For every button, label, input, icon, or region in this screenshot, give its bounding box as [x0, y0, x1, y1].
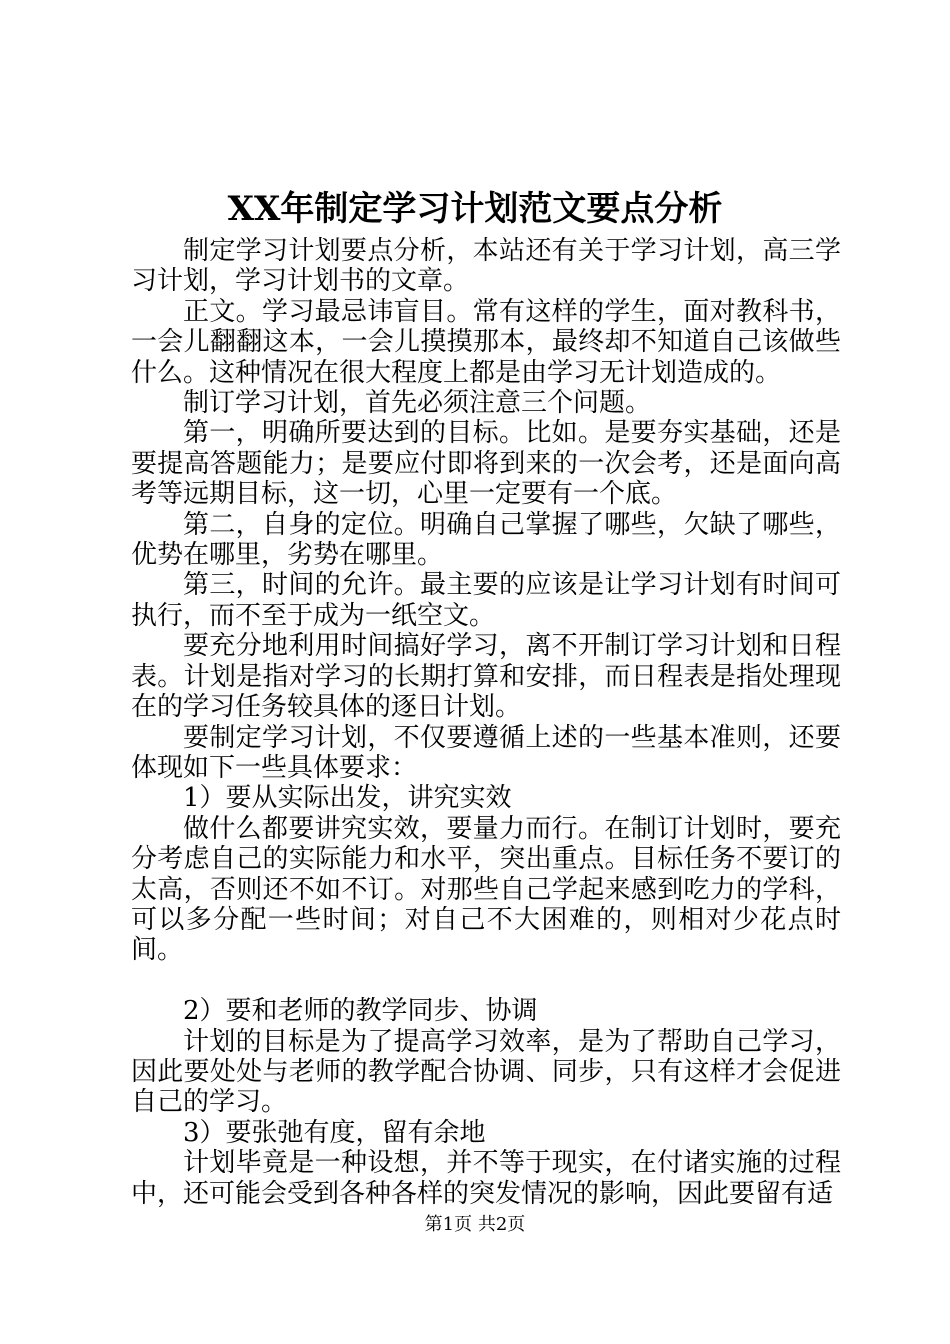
section-heading: 2）要和老师的教学同步、协调: [183, 996, 538, 1027]
paragraph: 第一，明确所要达到的目标。比如。是要夯实基础，还是要提高答题能力；是要应付即将到来的一次会考，还是面向高考等远期目标，这一切，心里一定要有一个底。: [131, 418, 841, 510]
section-heading: 1）要从实际出发，讲究实效: [183, 783, 512, 814]
page-footer: 第1页 共2页: [424, 1214, 526, 1235]
paragraph: 要制定学习计划，不仅要遵循上述的一些基本准则，还要体现如下一些具体要求：: [131, 722, 841, 783]
section-heading: 3）要张弛有度，留有余地: [183, 1117, 486, 1148]
paragraph: 制定学习计划要点分析，本站还有关于学习计划，高三学习计划，学习计划书的文章。: [131, 236, 841, 297]
paragraph: 第三，时间的允许。最主要的应该是让学习计划有时间可执行，而不至于成为一纸空文。: [131, 570, 841, 631]
paragraph: 要充分地利用时间搞好学习，离不开制订学习计划和日程表。计划是指对学习的长期打算和安排，而日程表是指处理现在的学习任务较具体的逐日计划。: [131, 631, 841, 723]
paragraph: 第二，自身的定位。明确自己掌握了哪些，欠缺了哪些，优势在哪里，劣势在哪里。: [131, 509, 841, 571]
paragraph: 正文。学习最忌讳盲目。常有这样的学生，面对教科书，一会儿翻翻这本，一会儿摸摸那本，最终却不知道自己该做些什么。这种情况在很大程度上都是由学习无计划造成的。: [131, 296, 841, 388]
blank-line: [131, 966, 841, 996]
paragraph: 做什么都要讲究实效，要量力而行。在制订计划时，要充分考虑自己的实际能力和水平，突出重点。目标任务不要订的太高，否则还不如不订。对那些自己学起来感到吃力的学科，可以多分配一些时间；对自己不大困难的，则相对少花点时间。: [131, 813, 841, 966]
paragraph: 制订学习计划，首先必须注意三个问题。: [183, 388, 652, 419]
paragraph: 计划的目标是为了提高学习效率，是为了帮助自己学习，因此要处处与老师的教学配合协调、同步，只有这样才会促进自己的学习。: [131, 1026, 841, 1118]
paragraph: 计划毕竟是一种设想，并不等于现实，在付诸实施的过程中，还可能会受到各种各样的突发情况的影响，因此要留有适: [131, 1148, 841, 1209]
document-title: XX年制定学习计划范文要点分析: [227, 189, 723, 229]
document-body: [131, 236, 841, 1209]
